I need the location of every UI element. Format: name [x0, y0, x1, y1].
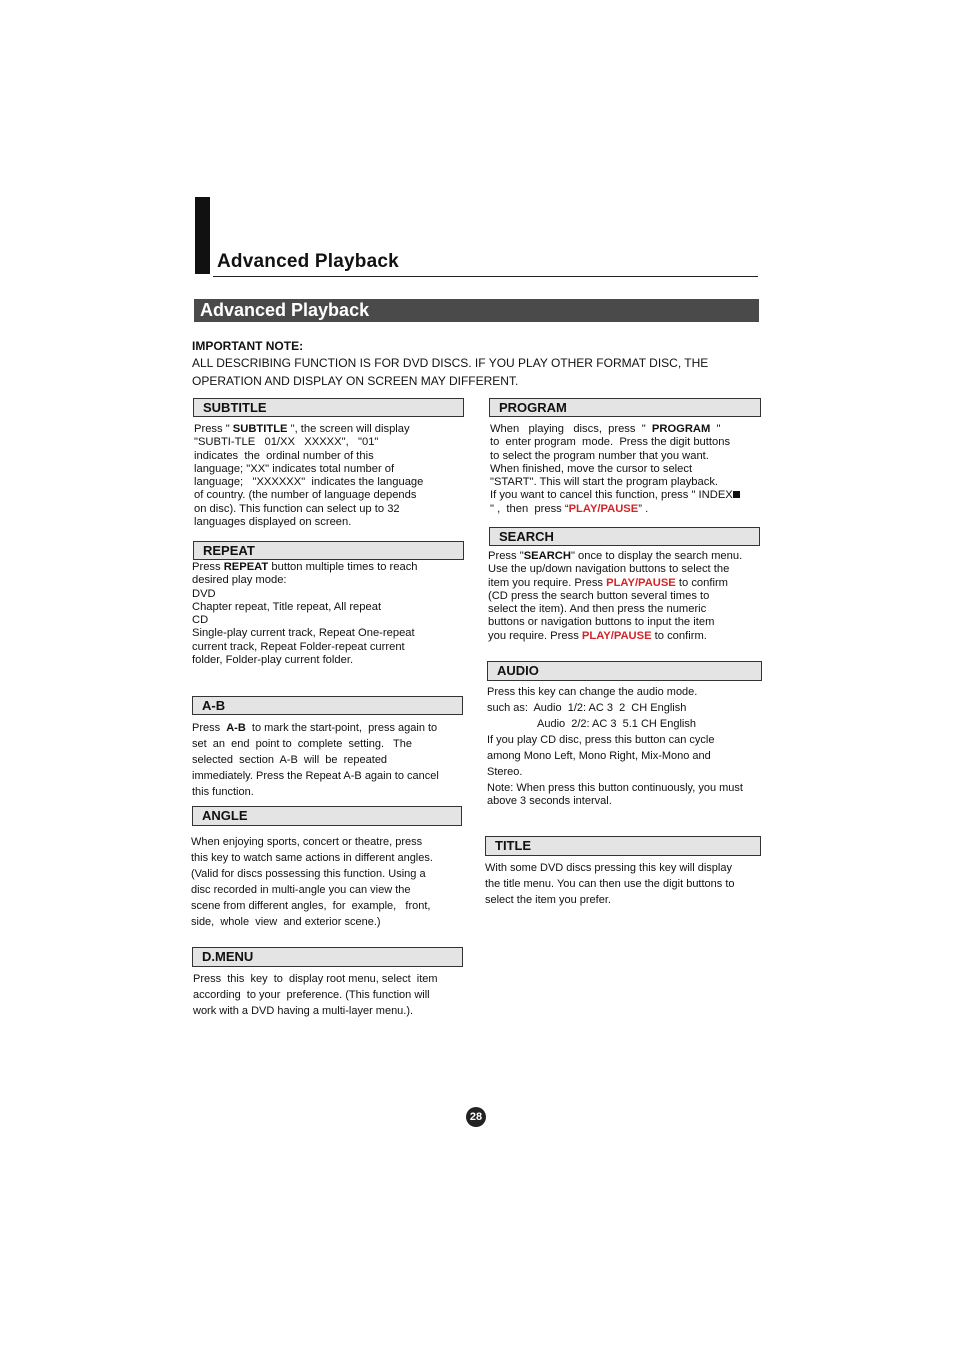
text-line: When finished, move the cursor to select: [490, 462, 693, 475]
text-line: selected section A-B will be repeated: [192, 754, 388, 766]
dmenu-body: [193, 971, 465, 1019]
text-line: Note: When press this button continuously, you must: [487, 782, 743, 794]
key-name: SEARCH: [523, 550, 571, 562]
title-body: [485, 860, 775, 908]
text-line: DVD: [192, 587, 216, 600]
search-heading: SEARCH: [489, 527, 760, 546]
section-banner: [194, 299, 759, 322]
key-name: PROGRAM: [651, 423, 711, 435]
angle-body: [191, 834, 463, 930]
text-run: ", the screen will display: [287, 423, 410, 435]
text-run: ” .: [638, 502, 649, 515]
text-line: this key to watch same actions in different angles.: [191, 852, 433, 864]
text-line: [192, 561, 464, 574]
important-note-body: [192, 354, 757, 390]
angle-heading: ANGLE: [192, 806, 462, 826]
text-line: disc recorded in multi-angle you can view the: [191, 884, 411, 896]
key-name: PLAY/PAUSE: [568, 502, 639, 515]
text-line: work with a DVD having a multi-layer menu.).: [193, 1005, 414, 1017]
text-run: item you require. Press: [488, 576, 607, 589]
text-line: to enter program mode. Press the digit buttons: [490, 436, 731, 449]
text-line: Audio 2/2: AC 3 5.1 CH English: [537, 718, 696, 730]
repeat-heading: REPEAT: [193, 541, 464, 560]
text-run: you require. Press: [488, 629, 582, 642]
text-line: When enjoying sports, concert or theatre, press: [191, 836, 423, 848]
text-line: this function.: [192, 786, 254, 798]
text-line: [488, 577, 782, 590]
note-line: ALL DESCRIBING FUNCTION IS FOR DVD DISCS. IF YOU PLAY OTHER FORMAT DISC, THE: [192, 356, 709, 370]
key-name: PLAY/PAUSE: [606, 576, 676, 589]
text-line: select the item). And then press the numeric: [488, 603, 707, 616]
title-heading: TITLE: [485, 836, 761, 856]
text-line: select the item you prefer.: [485, 894, 611, 906]
text-run: If you want to cancel this function, press " INDEX: [490, 489, 733, 502]
text-line: indicates the ordinal number of this: [194, 449, 374, 462]
text-line: language; "XXXXXX" indicates the language: [194, 476, 424, 489]
text-line: Single-play current track, Repeat One-repeat: [192, 627, 415, 640]
key-name: REPEAT: [223, 561, 269, 573]
text-run: " once to display the search menu.: [570, 550, 743, 562]
text-run: to mark the start-point, press again to: [245, 722, 438, 734]
text-line: (Valid for discs possessing this function. Using a: [191, 868, 426, 880]
text-line: desired play mode:: [192, 574, 287, 587]
text-line: [192, 720, 464, 736]
text-line: Chapter repeat, Title repeat, All repeat: [192, 600, 382, 613]
header-rule: [213, 276, 758, 277]
text-run: to confirm: [675, 576, 729, 589]
text-run: to confirm.: [651, 629, 707, 642]
text-line: such as: Audio 1/2: AC 3 2 CH English: [487, 702, 687, 714]
repeat-body: [192, 561, 464, 667]
text-line: according to your preference. (This function will: [193, 989, 430, 1001]
text-line: to select the program number that you want.: [490, 449, 709, 462]
audio-body: [487, 684, 777, 808]
page-number-badge: 28: [466, 1107, 486, 1127]
text-line: of country. (the number of language depends: [194, 489, 417, 502]
header-bar-decoration: [195, 197, 210, 274]
text-run: ": [710, 423, 721, 435]
text-line: [490, 423, 780, 436]
text-line: Stereo.: [487, 766, 523, 778]
text-line: If you play CD disc, press this button can cycle: [487, 734, 715, 746]
text-line: [488, 550, 782, 563]
key-name: A-B: [226, 722, 246, 734]
text-run: When playing discs, press ": [490, 423, 652, 435]
text-line: [490, 503, 780, 516]
text-line: Press this key can change the audio mode.: [487, 686, 698, 698]
program-body: [490, 423, 780, 516]
text-line: buttons or navigation buttons to input the item: [488, 616, 715, 629]
text-line: folder, Folder-play current folder.: [192, 654, 354, 667]
text-run: Press ": [488, 550, 524, 562]
text-line: language; "XX" indicates total number of: [194, 462, 395, 475]
dmenu-heading: D.MENU: [192, 947, 463, 967]
text-line: side, whole view and exterior scene.): [191, 916, 381, 928]
text-line: With some DVD discs pressing this key will display: [485, 862, 732, 874]
text-line: "SUBTI-TLE 01/XX XXXXX", "01": [194, 436, 379, 449]
banner-title: Advanced Playback: [200, 300, 370, 320]
text-line: "START". This will start the program playback.: [490, 476, 719, 489]
text-line: immediately. Press the Repeat A-B again to cancel: [192, 770, 439, 782]
text-run: button multiple times to reach: [268, 561, 418, 573]
program-heading: PROGRAM: [489, 398, 761, 417]
text-line: the title menu. You can then use the digit buttons to: [485, 878, 735, 890]
text-line: set an end point to complete setting. The: [192, 738, 412, 750]
text-line: languages displayed on screen.: [194, 516, 352, 529]
text-run: Press ": [194, 423, 233, 435]
text-line: [490, 489, 780, 502]
ab-heading: A-B: [192, 696, 463, 715]
key-name: PLAY/PAUSE: [581, 629, 652, 642]
text-line: scene from different angles, for example, front,: [191, 900, 431, 912]
text-run: Press: [192, 722, 227, 734]
search-body: [488, 550, 782, 643]
text-line: (CD press the search button several times to: [488, 589, 710, 602]
audio-heading: AUDIO: [487, 661, 762, 681]
important-note-title: IMPORTANT NOTE:: [192, 339, 304, 353]
page-header-title: Advanced Playback: [217, 251, 399, 272]
text-line: above 3 seconds interval.: [487, 795, 612, 807]
text-line: current track, Repeat Folder-repeat current: [192, 640, 405, 653]
text-line: Use the up/down navigation buttons to select the: [488, 563, 730, 576]
text-line: [194, 423, 464, 436]
text-line: [488, 630, 782, 643]
text-line: among Mono Left, Mono Right, Mix-Mono and: [487, 750, 711, 762]
note-line: OPERATION AND DISPLAY ON SCREEN MAY DIFFERENT.: [192, 374, 519, 388]
text-run: " , then press “: [490, 502, 569, 515]
text-line: Press this key to display root menu, select item: [193, 973, 438, 985]
subtitle-heading: SUBTITLE: [193, 398, 464, 417]
subtitle-body: [194, 423, 464, 529]
index-square-icon: [733, 491, 740, 498]
ab-body: [192, 720, 464, 800]
text-run: Press: [192, 561, 224, 573]
text-line: CD: [192, 614, 209, 627]
key-name: SUBTITLE: [232, 423, 288, 435]
text-line: on disc). This function can select up to 32: [194, 502, 400, 515]
